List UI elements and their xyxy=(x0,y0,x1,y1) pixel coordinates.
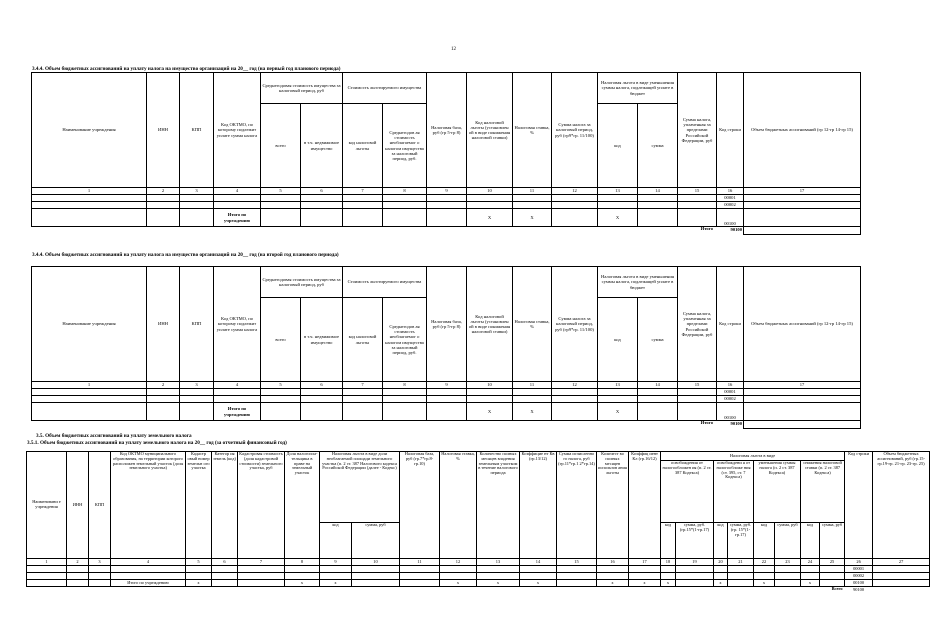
grand-total-row xyxy=(27,587,930,594)
col-num: 27 xyxy=(873,559,930,566)
table-row xyxy=(32,195,861,202)
property-tax-table-1 xyxy=(31,72,861,235)
col-coef: Код налоговой льготы (установлен ой в виде понижения налоговой ставки) xyxy=(467,267,513,382)
col-line-code: Код строки xyxy=(717,73,744,188)
col-sum: сумма, руб. (гр.15*(1-гр.17) xyxy=(676,523,714,559)
col-rate: Налоговая ставка, % xyxy=(513,267,552,382)
col-num: 17 xyxy=(744,382,861,389)
col-num: 17 xyxy=(629,559,661,566)
section-title: 3.4.4. Объем бюджетных ассигнований на уплату налога на имущество организаций на 20__ год (на второй год планового периода) xyxy=(32,252,339,258)
x-mark: X xyxy=(513,403,552,421)
col-avg-cost-exempt: Среднегодов ая стоимость необлагаемог о налогом имущества за налоговый период, руб. xyxy=(383,104,427,188)
col-sum: сумма, руб.(гр. 15*(1-гр.17) xyxy=(728,523,754,559)
col-rate: Налоговая ставка, % xyxy=(440,452,477,559)
col-num: 13 xyxy=(598,188,638,195)
col-coef: Код налоговой льготы (установлен ой в виде понижения налоговой ставки) xyxy=(467,73,513,188)
col-base: Налоговая база, руб (гр.7*гр.8-гр.10) xyxy=(400,452,440,559)
col-num: 14 xyxy=(638,382,678,389)
table-row xyxy=(32,389,861,396)
col-base: Налоговая база, руб (гр 5-гр 8) xyxy=(427,267,467,382)
col-num: 11 xyxy=(400,559,440,566)
total-row xyxy=(32,209,861,227)
grand-total-label: Итого xyxy=(700,226,713,231)
total-row xyxy=(32,403,861,421)
x-mark: x xyxy=(285,580,320,587)
x-mark: X xyxy=(467,209,513,227)
total-label: Итого по учреждению xyxy=(111,580,186,587)
col-num: 15 xyxy=(678,382,717,389)
col-num: 14 xyxy=(638,188,678,195)
col-kv: Коэффицие нт Кв (гр.13/12) xyxy=(520,452,557,559)
col-num: 25 xyxy=(820,559,845,566)
line-code: 00001 xyxy=(717,195,744,202)
col-name: Наименование учреждения xyxy=(32,267,147,382)
col-code: код xyxy=(801,523,820,559)
col-category: Категор ия земель (код) xyxy=(212,452,238,559)
col-oktmo: Код ОКТМО, по которому подлежит уплате сумма налога xyxy=(214,73,261,188)
x-mark: x xyxy=(754,580,775,587)
col-num: 11 xyxy=(513,382,552,389)
col-total: всего xyxy=(261,104,301,188)
col-code: код xyxy=(320,523,352,559)
x-mark: x xyxy=(477,580,520,587)
col-avg-cost-exempt: Среднегодов ая стоимость необлагаемог о налогом имущества за налоговый период, руб. xyxy=(383,298,427,382)
col-num: 24 xyxy=(801,559,820,566)
col-code-priv: код налоговой льготы xyxy=(343,298,383,382)
col-volume: Объем бюджетных ассигнований (гр 12-гр 14-гр 15) xyxy=(744,73,861,188)
col-benefit: Налоговая льгота в виде уменьшения суммы налога, подлежащей уплате в бюджет xyxy=(598,267,678,298)
col-num: 16 xyxy=(717,382,744,389)
table-row xyxy=(27,573,930,580)
col-volume: Объем бюджетных ассигнований, руб (гр.15-гр.19-гр. 21-гр. 23-гр. 25) xyxy=(873,452,930,559)
col-incl: в т.ч. недвижимое имущество xyxy=(301,298,343,382)
col-rate: Налоговая ставка, % xyxy=(513,73,552,188)
line-code: 00002 xyxy=(717,202,744,209)
col-incl: в т.ч. недвижимое имущество xyxy=(301,104,343,188)
col-sum: сумма, руб xyxy=(775,523,801,559)
col-num: 16 xyxy=(717,188,744,195)
col-inn: ИНН xyxy=(67,452,89,559)
line-code: 00001 xyxy=(845,566,873,573)
col-num: 15 xyxy=(678,188,717,195)
col-num: 20 xyxy=(714,559,728,566)
col-num: 3 xyxy=(180,188,214,195)
col-num: 13 xyxy=(477,559,520,566)
col-num: 4 xyxy=(111,559,186,566)
col-num: 10 xyxy=(467,382,513,389)
col-num: 6 xyxy=(301,188,343,195)
col-num: 8 xyxy=(383,188,427,195)
col-code-priv: код налоговой льготы xyxy=(343,104,383,188)
col-num: 21 xyxy=(728,559,754,566)
x-mark: X xyxy=(467,403,513,421)
x-mark: X xyxy=(513,209,552,227)
col-num: 12 xyxy=(552,382,598,389)
total-label: Итого по учреждению xyxy=(214,209,261,227)
col-line-code: Код строки xyxy=(845,452,873,559)
col-b4: снижения налоговой ставки (п. 2 ст. 387 Кодекса) xyxy=(801,461,845,523)
col-num: 4 xyxy=(214,382,261,389)
x-mark: x xyxy=(520,580,557,587)
line-code: 00100 xyxy=(845,580,873,587)
col-oktmo: Код ОКТМО муниципального образования, на территории которого расположен земельный участок (доля земельного участка) xyxy=(111,452,186,559)
x-mark: x xyxy=(801,580,820,587)
col-num: 10 xyxy=(352,559,400,566)
col-months-priv: Количест во полных месяцев использов ания льготы xyxy=(597,452,629,559)
col-num: 3 xyxy=(180,382,214,389)
col-oktmo: Код ОКТМО, по которому подлежит уплате сумма налога xyxy=(214,267,261,382)
col-code: код xyxy=(598,104,638,188)
col-total: всего xyxy=(261,298,301,382)
col-code: код xyxy=(754,523,775,559)
table-row xyxy=(27,566,930,573)
col-privileged: Стоимость льготируемого имущества xyxy=(343,73,427,104)
total-row xyxy=(27,580,930,587)
col-num: 8 xyxy=(383,382,427,389)
col-num: 16 xyxy=(597,559,629,566)
table-row xyxy=(32,396,861,403)
col-num: 2 xyxy=(67,559,89,566)
col-benefit-share: Налоговая льгота в виде доли необлагаемой площади земельного участка (п. 2 ст. 387 Налогового кодекса Российской Федерации (далее - Кодекс) xyxy=(320,452,400,523)
property-tax-table-2 xyxy=(31,266,861,429)
col-num: 9 xyxy=(320,559,352,566)
col-kpp: КПП xyxy=(180,267,214,382)
col-inn: ИНН xyxy=(147,73,180,188)
grand-total-label: Всего xyxy=(831,586,843,591)
x-mark: x xyxy=(597,580,629,587)
col-num: 23 xyxy=(775,559,801,566)
page-number: 12 xyxy=(451,47,456,52)
line-code: 00100 xyxy=(717,209,744,227)
col-sum: сумма, руб xyxy=(352,523,400,559)
section-subtitle: 3.5.1. Объем бюджетных ассигнований на уплату земельного налога на 20__ год (за отчетный финансовый год) xyxy=(27,440,287,446)
col-num: 18 xyxy=(661,559,676,566)
col-avg-cost: Среднегодовая стоимость имущества за налоговый период, руб xyxy=(261,267,343,298)
x-mark: X xyxy=(598,403,638,421)
col-tax-sum: Сумма налога за налоговый период, руб (гр9*гр. 11/100) xyxy=(552,267,598,382)
line-code: 00001 xyxy=(717,389,744,396)
x-mark: x xyxy=(440,580,477,587)
x-mark: X xyxy=(598,209,638,227)
x-mark: x xyxy=(186,580,212,587)
col-num: 3 xyxy=(89,559,111,566)
col-num: 9 xyxy=(427,188,467,195)
col-sum: сумма xyxy=(638,104,678,188)
col-num: 19 xyxy=(676,559,714,566)
line-code: 90100 xyxy=(853,587,865,593)
col-tax-calc: Сумма исчисленно го налога, руб (гр.11*гр.1 2*гр.14) xyxy=(557,452,597,559)
col-num: 11 xyxy=(513,188,552,195)
col-benefit: Налоговая льгота в виде уменьшения суммы налога, подлежащей уплате в бюджет xyxy=(598,73,678,104)
col-volume: Объем бюджетных ассигнований (гр 12-гр 14-гр 15) xyxy=(744,267,861,382)
col-num: 22 xyxy=(754,559,775,566)
col-months: Количество полных месяцев владения земельным участком в течение налогового периода xyxy=(477,452,520,559)
col-num: 6 xyxy=(301,382,343,389)
col-cadastral: Кадастр овый номер земельн ого участка xyxy=(186,452,212,559)
col-avg-cost: Среднегодовая стоимость имущества за налоговый период, руб xyxy=(261,73,343,104)
col-num: 7 xyxy=(238,559,285,566)
col-num: 6 xyxy=(212,559,238,566)
col-name: Наименование учреждения xyxy=(32,73,147,188)
col-num: 13 xyxy=(598,382,638,389)
section-title: 3.5. Объем бюджетных ассигнований на уплату земельного налога xyxy=(36,433,192,439)
col-num: 1 xyxy=(32,188,147,195)
line-code: 90100 xyxy=(730,227,742,233)
col-name: Наименовани е учреждения xyxy=(27,452,67,559)
col-cad-value: Кадастровая стоимость (доля кадастровой стоимости) земельного участка, руб xyxy=(238,452,285,559)
col-sum: сумма, руб xyxy=(820,523,845,559)
col-inn: ИНН xyxy=(147,267,180,382)
col-kpp: КПП xyxy=(89,452,111,559)
col-kl: Коэффиц иент Кл (гр.16/12) xyxy=(629,452,661,559)
col-num: 1 xyxy=(32,382,147,389)
col-num: 7 xyxy=(343,188,383,195)
total-label: Итого по учреждению xyxy=(214,403,261,421)
col-kpp: КПП xyxy=(180,73,214,188)
col-b3: уменьшения суммы налога (п. 2 ст. 387 Кодекса) xyxy=(754,461,801,523)
grand-total-row xyxy=(32,421,861,429)
land-tax-table xyxy=(26,451,930,594)
table-row xyxy=(32,202,861,209)
col-num: 7 xyxy=(343,382,383,389)
col-code: код xyxy=(661,523,676,559)
col-num: 1 xyxy=(27,559,67,566)
col-share: Доля налогопла-тельщика в праве на земельный участок xyxy=(285,452,320,559)
col-code: код xyxy=(598,298,638,382)
col-num: 2 xyxy=(147,382,180,389)
line-code: 00100 xyxy=(717,403,744,421)
col-num: 4 xyxy=(214,188,261,195)
line-code: 90100 xyxy=(730,421,742,427)
col-tax-paid: Сумма налога, уплаченная за пределами Российской Федерации, руб xyxy=(678,267,717,382)
col-num: 12 xyxy=(440,559,477,566)
line-code: 00002 xyxy=(845,573,873,580)
col-num: 5 xyxy=(186,559,212,566)
col-benefit: Налоговая льгота в виде xyxy=(661,452,845,461)
col-privileged: Стоимость льготируемого имущества xyxy=(343,267,427,298)
col-sum: сумма xyxy=(638,298,678,382)
col-b1: освобождения от налогообложен ия (п. 2 ст. 387 Кодекса) xyxy=(661,461,714,523)
x-mark: x xyxy=(714,580,728,587)
col-num: 8 xyxy=(285,559,320,566)
x-mark: x xyxy=(629,580,661,587)
col-b2: освобождени я от налогообложе ния (ст. 395, ст. 7 Кодекса) xyxy=(714,461,754,523)
col-num: 26 xyxy=(845,559,873,566)
col-code: код xyxy=(714,523,728,559)
section-title: 3.4.4. Объем бюджетных ассигнований на уплату налога на имущество организаций на 20__ год (на первый год планового периода) xyxy=(32,66,341,72)
col-num: 2 xyxy=(147,188,180,195)
col-line-code: Код строки xyxy=(717,267,744,382)
col-num: 5 xyxy=(261,188,301,195)
col-num: 10 xyxy=(467,188,513,195)
grand-total-row xyxy=(32,227,861,235)
x-mark: x xyxy=(661,580,676,587)
grand-total-label: Итого xyxy=(700,420,713,425)
col-num: 14 xyxy=(520,559,557,566)
col-tax-sum: Сумма налога за налоговый период, руб (гр9*гр. 11/100) xyxy=(552,73,598,188)
col-num: 15 xyxy=(557,559,597,566)
col-base: Налоговая база, руб (гр 5-гр 8) xyxy=(427,73,467,188)
col-num: 5 xyxy=(261,382,301,389)
col-tax-paid: Сумма налога, уплаченная за пределами Российской Федерации, руб xyxy=(678,73,717,188)
col-num: 17 xyxy=(744,188,861,195)
col-num: 9 xyxy=(427,382,467,389)
col-num: 12 xyxy=(552,188,598,195)
line-code: 00002 xyxy=(717,396,744,403)
x-mark: x xyxy=(320,580,352,587)
